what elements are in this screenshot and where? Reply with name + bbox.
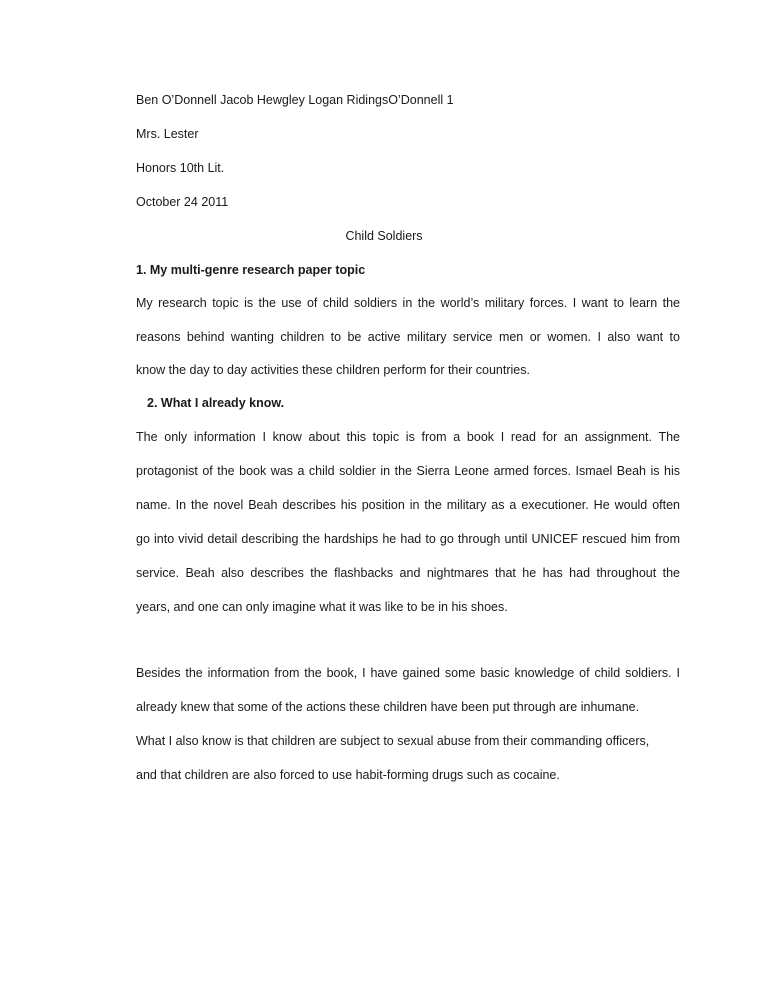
document-date: October 24 2011 [136, 195, 229, 209]
paragraph-line: years, and one can only imagine what it was like to be in his shoes. [136, 600, 508, 614]
authors-line: Ben O’Donnell Jacob Hewgley Logan RidingsO’Donnell 1 [136, 93, 454, 107]
section-heading-known: 2. What I already know. [147, 396, 285, 410]
paragraph-line: know the day to day activities these children perform for their countries. [136, 363, 530, 377]
paragraph-line: and that children are also forced to use habit-forming drugs such as cocaine. [136, 768, 560, 782]
paragraph-line: already knew that some of the actions these children have been put through are inhumane. [136, 700, 640, 714]
paragraph-line: service. Beah also describes the flashbacks and nightmares that he has had throughout the [136, 566, 680, 580]
paragraph-line: reasons behind wanting children to be active military service men or women. I also want to [136, 330, 680, 344]
class-name: Honors 10th Lit. [136, 161, 225, 175]
paragraph-line: go into vivid detail describing the hardships he had to go through until UNICEF rescued him from [136, 532, 680, 546]
paragraph-line: protagonist of the book was a child soldier in the Sierra Leone armed forces. Ismael Beah is his [136, 464, 680, 478]
paragraph-line: The only information I know about this topic is from a book I read for an assignment. The [136, 430, 680, 444]
section-heading-topic: 1. My multi-genre research paper topic [136, 263, 366, 277]
paragraph-line: My research topic is the use of child soldiers in the world’s military forces. I want to learn the [136, 296, 680, 310]
paragraph-line: Besides the information from the book, I have gained some basic knowledge of child soldiers. I [136, 666, 680, 680]
teacher-name: Mrs. Lester [136, 127, 199, 141]
document-title: Child Soldiers [345, 229, 423, 243]
paragraph-line: What I also know is that children are subject to sexual abuse from their commanding officers, [136, 734, 650, 748]
paragraph-line: name. In the novel Beah describes his position in the military as a executioner. He would often [136, 498, 680, 512]
